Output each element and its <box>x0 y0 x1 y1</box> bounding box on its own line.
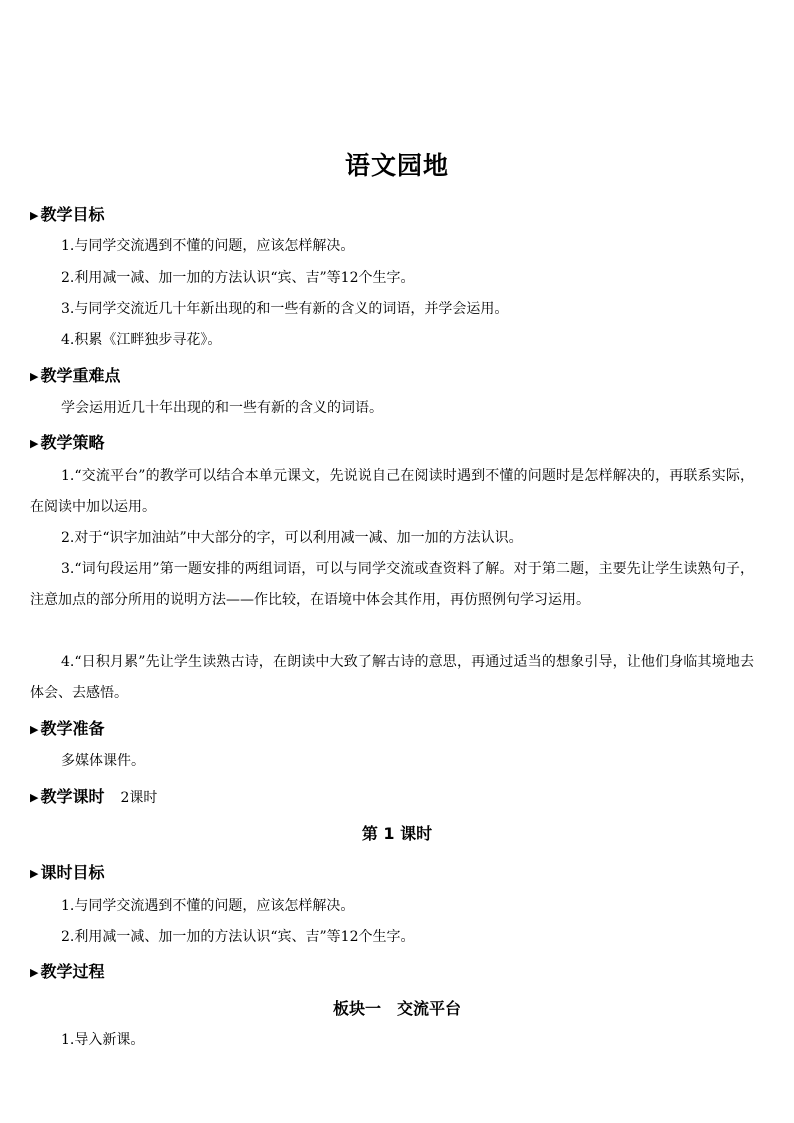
strategy-item: 2.对于“识字加油站”中大部分的字，可以利用减一减、加一加的方法认识。 <box>61 530 523 546</box>
process-step: 1.导入新课。 <box>61 1032 145 1048</box>
lesson-heading: 第 1 课时 <box>361 824 433 843</box>
triangle-bullet-icon: ▶ <box>30 867 39 880</box>
strategy-item: 1.“交流平台”的教学可以结合本单元课文，先说说自己在阅读时遇到不懂的问题时是怎样解决的，再联系实际，在阅读中加以运用。 <box>30 468 754 515</box>
section-heading-goals: ▶ 教学目标 <box>30 205 105 224</box>
lesson-goal-item: 2.利用减一减、加一加的方法认识“宾、吉”等12个生字。 <box>61 929 415 945</box>
strategy-item: 3.“词句段运用”第一题安排的两组词语，可以与同学交流或查资料了解。对于第二题，主要先让学生读熟句子，注意加点的部分所用的说明方法——作比较，在语境中体会其作用，再仿照例句学习运用。 <box>30 561 754 608</box>
section-heading-process: ▶ 教学过程 <box>30 962 105 981</box>
lesson-goal-item: 1.与同学交流遇到不懂的问题，应该怎样解决。 <box>61 898 355 914</box>
triangle-bullet-icon: ▶ <box>30 723 39 736</box>
goal-item: 2.利用减一减、加一加的方法认识“宾、吉”等12个生字。 <box>61 270 415 286</box>
strategy-item: 4.“日积月累”先让学生读熟古诗，在朗读中大致了解古诗的意思，再通过适当的想象引导，让他们身临其境地去体会、去感悟。 <box>30 654 754 701</box>
triangle-bullet-icon: ▶ <box>30 209 39 222</box>
hours-value: 2课时 <box>120 790 158 806</box>
section-heading-hours: ▶ 教学课时 2课时 <box>30 787 158 806</box>
section-heading-key-points: ▶ 教学重难点 <box>30 366 121 385</box>
goal-item: 3.与同学交流近几十年新出现的和一些有新的含义的词语，并学会运用。 <box>61 301 509 317</box>
triangle-bullet-icon: ▶ <box>30 370 39 383</box>
triangle-bullet-icon: ▶ <box>30 966 39 979</box>
page-title: 语文园地 <box>344 151 449 180</box>
goal-item: 4.积累《江畔独步寻花》。 <box>61 332 222 348</box>
key-points-text: 学会运用近几十年出现的和一些有新的含义的词语。 <box>61 400 383 416</box>
prep-text: 多媒体课件。 <box>61 753 145 769</box>
block-heading: 板块一 交流平台 <box>332 999 461 1018</box>
triangle-bullet-icon: ▶ <box>30 791 39 804</box>
goal-item: 1.与同学交流遇到不懂的问题，应该怎样解决。 <box>61 238 355 254</box>
section-heading-prep: ▶ 教学准备 <box>30 719 105 738</box>
triangle-bullet-icon: ▶ <box>30 437 39 450</box>
section-heading-lesson-goals: ▶ 课时目标 <box>30 863 105 882</box>
section-heading-strategy: ▶ 教学策略 <box>30 433 105 452</box>
